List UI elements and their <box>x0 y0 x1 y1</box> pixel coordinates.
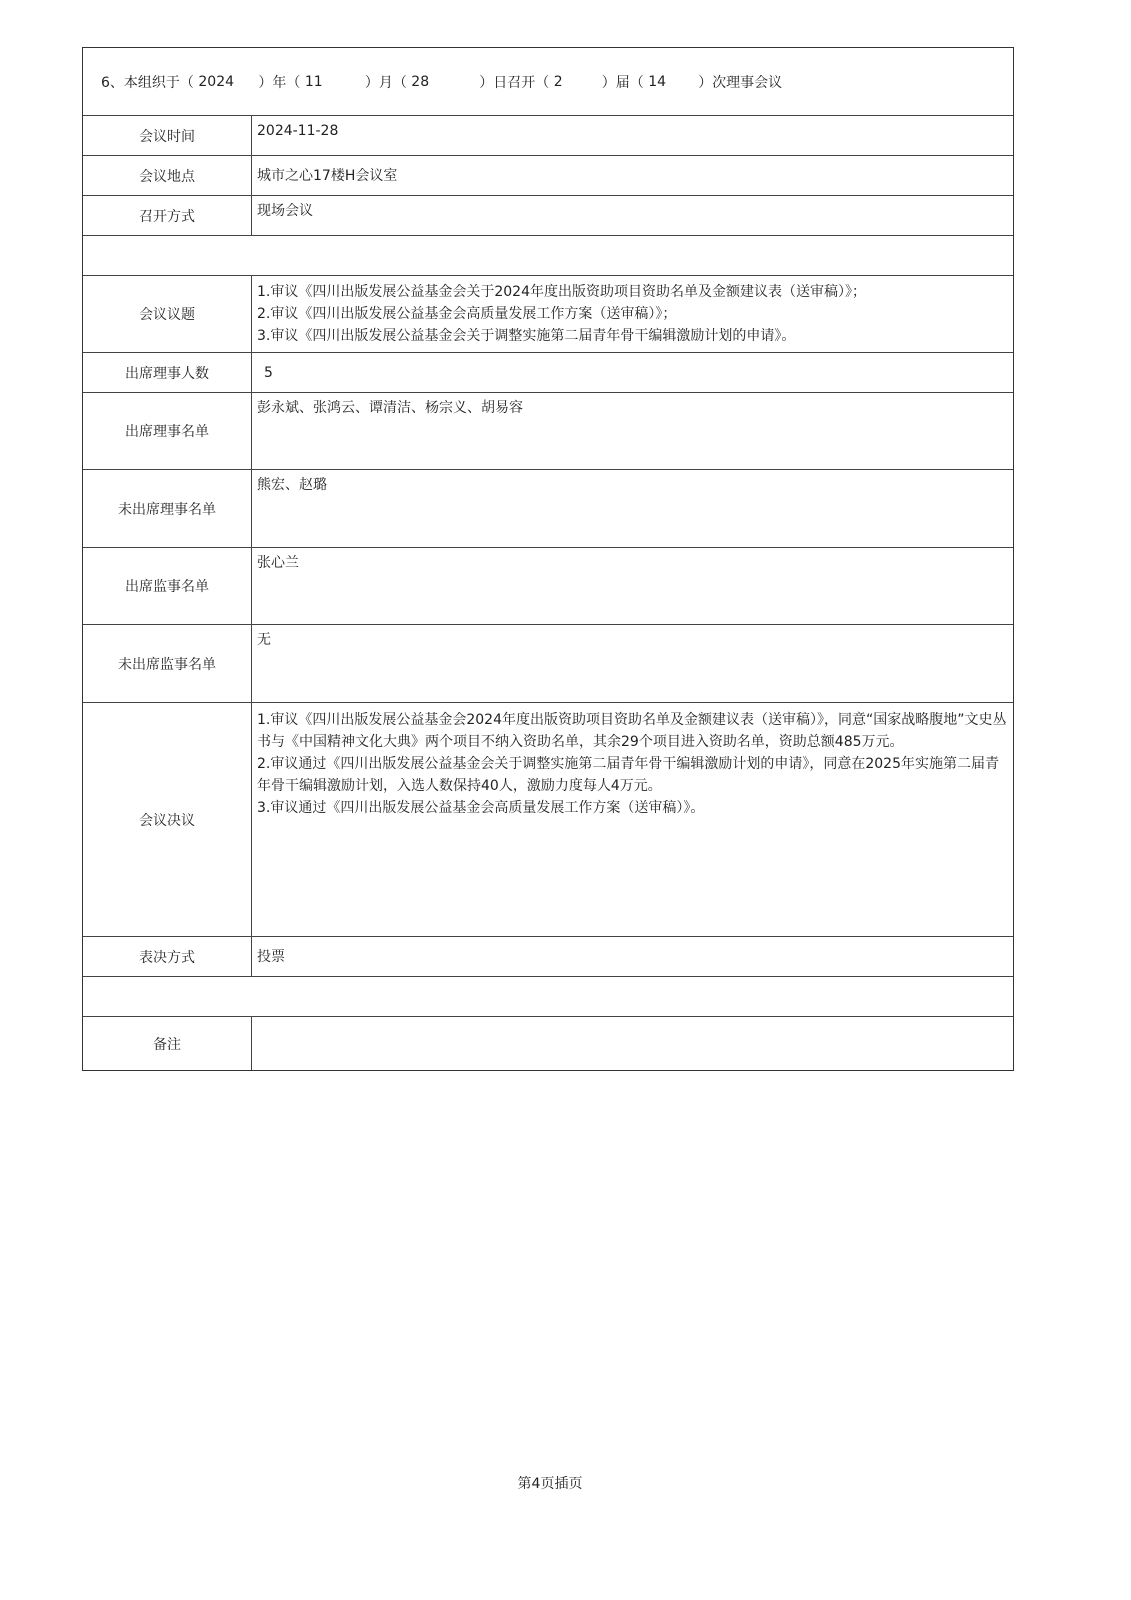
header-text: 次理事会议 <box>712 74 783 91</box>
header-prefix: 6、本组织于 <box>101 74 180 91</box>
row-place <box>83 155 1013 195</box>
resolution-item: 2.审议通过《四川出版发展公益基金会关于调整实施第二届青年骨干编辑激励计划的申请》，同意在2025年实施第二届青年骨干编辑激励计划，入选人数保持40人，激励力度每人4万元。 <box>257 756 999 794</box>
value: 2024-11-28 <box>257 123 339 139</box>
header-month: 11 <box>304 73 323 90</box>
page-footer: 第4页插页 <box>517 1476 583 1492</box>
header-text: 月 <box>378 74 393 91</box>
value: 5 <box>264 364 273 381</box>
row-mode <box>83 195 1013 235</box>
label: 备注 <box>83 1017 252 1070</box>
row-supervisor-attend <box>83 547 1013 624</box>
row-topics <box>83 275 1013 352</box>
label: 会议议题 <box>83 276 252 352</box>
row-vote <box>83 936 1013 976</box>
value: 彭永斌、张鸿云、谭清洁、杨宗义、胡易容 <box>257 400 523 416</box>
header-meeting-no: 14 <box>648 73 667 90</box>
row-remarks <box>83 1016 1013 1070</box>
resolution-item: 1.审议《四川出版发展公益基金会2024年度出版资助项目资助名单及金额建议表（送审稿）》，同意“国家战略腹地”文史丛书与《中国精神文化大典》两个项目不纳入资助名单，其余29个项目进入资助名单，资助总额485万元。 <box>257 712 1007 750</box>
value <box>252 276 1013 352</box>
value: 无 <box>257 632 271 648</box>
header-text: 日召开 <box>493 74 536 91</box>
header-day: 28 <box>411 73 430 90</box>
row-supervisor-absent <box>83 624 1013 702</box>
row-blank <box>83 976 1013 1016</box>
label: 会议地点 <box>83 156 252 195</box>
label: 会议决议 <box>83 703 252 936</box>
value <box>252 703 1013 936</box>
value: 熊宏、赵璐 <box>257 477 327 493</box>
label: 召开方式 <box>83 196 252 235</box>
header-text: 年 <box>272 74 287 91</box>
row-attend-list <box>83 392 1013 469</box>
label: 会议时间 <box>83 116 252 155</box>
row-absent-list <box>83 469 1013 547</box>
value: 城市之心17楼H会议室 <box>257 167 398 184</box>
meeting-header: 6、本组织于 （ 2024 ） 年 （ 11 ） 月 （ 28 ） 日召开 （ 2 ） 届 （ 14 ） 次理事会议 <box>101 73 783 91</box>
header-text: 届 <box>615 74 630 91</box>
topic-item: 3.审议《四川出版发展公益基金会关于调整实施第二届青年骨干编辑激励计划的申请》。 <box>257 328 796 344</box>
topic-item: 1.审议《四川出版发展公益基金会关于2024年度出版资助项目资助名单及金额建议表（送审稿）》； <box>257 284 866 300</box>
label: 出席监事名单 <box>83 548 252 624</box>
meeting-record-table <box>82 47 1014 1071</box>
value: 投票 <box>257 948 285 965</box>
label: 未出席理事名单 <box>83 470 252 547</box>
value: 张心兰 <box>257 555 299 571</box>
resolution-item: 3.审议通过《四川出版发展公益基金会高质量发展工作方案（送审稿）》。 <box>257 800 705 816</box>
value: 现场会议 <box>257 203 313 219</box>
row-attend-count <box>83 352 1013 392</box>
header-session: 2 <box>553 73 563 90</box>
row-resolutions <box>83 702 1013 936</box>
header-year: 2024 <box>198 73 235 90</box>
value <box>252 1017 1013 1070</box>
topic-item: 2.审议《四川出版发展公益基金会高质量发展工作方案（送审稿）》； <box>257 306 677 322</box>
label: 出席理事人数 <box>83 353 252 392</box>
row-blank <box>83 235 1013 275</box>
label: 表决方式 <box>83 937 252 976</box>
label: 未出席监事名单 <box>83 625 252 702</box>
row-time <box>83 115 1013 155</box>
label: 出席理事名单 <box>83 393 252 469</box>
